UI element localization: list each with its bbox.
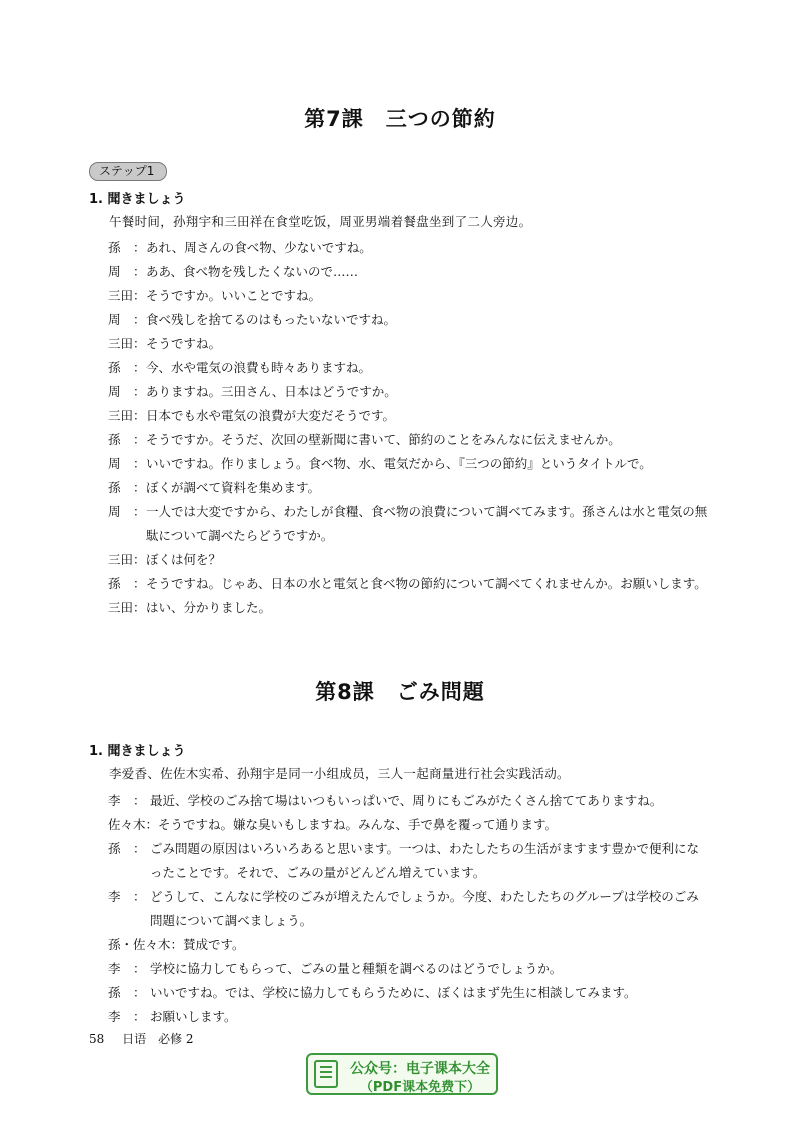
step-badge: ステップ1 bbox=[89, 162, 167, 181]
dialogue-line bbox=[108, 933, 708, 957]
watermark-stamp bbox=[306, 1053, 498, 1095]
watermark-line-1: 公众号：电子课本大全 bbox=[350, 1061, 490, 1077]
dialogue-speaker: 周 ： bbox=[108, 264, 146, 279]
lesson-7-intro: 午餐时间，孙翔宇和三田祥在食堂吃饭，周亚男端着餐盘坐到了二人旁边。 bbox=[109, 214, 532, 229]
dialogue-speaker: 孫 ： bbox=[108, 432, 146, 447]
dialogue-line bbox=[108, 837, 708, 885]
lesson-8-intro: 李爱香、佐佐木实希、孙翔宇是同一小组成员，三人一起商量进行社会实践活动。 bbox=[109, 766, 570, 781]
dialogue-text: ごみ問題の原因はいろいろあると思います。一つは、わたしたちの生活がますます豊かで便利になったことです。それで、ごみの量がどんどん増えています。 bbox=[150, 841, 700, 880]
dialogue-speaker: 周 ： bbox=[108, 456, 146, 471]
dialogue-speaker: 周 ： bbox=[108, 504, 146, 519]
lesson-7-dialogue bbox=[108, 236, 708, 620]
dialogue-line bbox=[108, 885, 708, 933]
dialogue-line bbox=[108, 548, 708, 572]
watermark-line-2: （PDF课本免费下） bbox=[359, 1080, 481, 1095]
dialogue-text: 日本でも水や電気の浪費が大変だそうです。 bbox=[146, 408, 396, 423]
dialogue-text: 食べ残しを捨てるのはもったいないですね。 bbox=[146, 312, 397, 327]
dialogue-line bbox=[108, 428, 708, 452]
dialogue-speaker: 孫 ： bbox=[108, 240, 146, 255]
dialogue-speaker: 三田： bbox=[108, 336, 146, 351]
dialogue-line bbox=[108, 596, 708, 620]
dialogue-line bbox=[108, 332, 708, 356]
dialogue-speaker: 孫 ： bbox=[108, 841, 146, 856]
book-title: 日语 必修 2 bbox=[122, 1032, 194, 1046]
dialogue-text: 一人では大変ですから、わたしが食糧、食べ物の浪費について調べてみます。孫さんは水と電気の無駄について調べたらどうですか。 bbox=[146, 504, 708, 543]
dialogue-text: そうですね。 bbox=[146, 336, 222, 351]
dialogue-text: 今、水や電気の浪費も時々ありますね。 bbox=[146, 360, 372, 375]
dialogue-text: ぼくは何を？ bbox=[146, 552, 222, 567]
dialogue-speaker: 李 ： bbox=[108, 889, 146, 904]
page-footer bbox=[89, 1030, 208, 1047]
dialogue-text: ぼくが調べて資料を集めます。 bbox=[146, 480, 321, 495]
dialogue-text: あれ、周さんの食べ物、少ないですね。 bbox=[146, 240, 372, 255]
lesson-8-title: 第8課 ごみ問題 bbox=[315, 680, 485, 704]
dialogue-speaker: 李 ： bbox=[108, 1009, 146, 1024]
dialogue-line bbox=[108, 404, 708, 428]
lesson-8-section-heading: 1. 聞きましょう bbox=[89, 744, 186, 759]
dialogue-speaker: 三田： bbox=[108, 288, 146, 303]
dialogue-text: そうですね。嫌な臭いもしますね。みんな、手で鼻を覆って通ります。 bbox=[158, 817, 558, 832]
dialogue-text: そうですか。そうだ、次回の壁新聞に書いて、節約のことをみんなに伝えませんか。 bbox=[146, 432, 621, 447]
dialogue-text: いいですね。作りましょう。食べ物、水、電気だから、『三つの節約』というタイトルで。 bbox=[146, 456, 652, 471]
dialogue-text: はい、分かりました。 bbox=[146, 600, 272, 615]
dialogue-speaker: 孫 ： bbox=[108, 480, 146, 495]
dialogue-speaker: 孫 ： bbox=[108, 576, 146, 591]
dialogue-line bbox=[108, 957, 708, 981]
dialogue-line bbox=[108, 284, 708, 308]
dialogue-text: ああ、食べ物を残したくないので…… bbox=[146, 264, 359, 279]
lesson-8-dialogue bbox=[108, 789, 708, 1029]
dialogue-line bbox=[108, 308, 708, 332]
book-logo-icon bbox=[314, 1060, 338, 1088]
dialogue-text: 学校に協力してもらって、ごみの量と種類を調べるのはどうでしょうか。 bbox=[150, 961, 563, 976]
dialogue-line bbox=[108, 260, 708, 284]
dialogue-text: 賛成です。 bbox=[183, 937, 245, 952]
dialogue-line bbox=[108, 981, 708, 1005]
dialogue-line bbox=[108, 1005, 708, 1029]
dialogue-text: ありますね。三田さん、日本はどうですか。 bbox=[146, 384, 397, 399]
dialogue-line bbox=[108, 452, 708, 476]
dialogue-text: 最近、学校のごみ捨て場はいつもいっぱいで、周りにもごみがたくさん捨ててありますね。 bbox=[150, 793, 663, 808]
dialogue-speaker: 李 ： bbox=[108, 793, 146, 808]
dialogue-text: お願いします。 bbox=[150, 1009, 237, 1024]
dialogue-speaker: 佐々木： bbox=[108, 817, 159, 832]
dialogue-line bbox=[108, 356, 708, 380]
dialogue-line bbox=[108, 380, 708, 404]
dialogue-speaker: 三田： bbox=[108, 408, 146, 423]
dialogue-speaker: 李 ： bbox=[108, 961, 146, 976]
dialogue-speaker: 三田： bbox=[108, 600, 146, 615]
dialogue-line bbox=[108, 500, 708, 548]
dialogue-line bbox=[108, 476, 708, 500]
dialogue-text: そうですか。いいことですね。 bbox=[146, 288, 322, 303]
dialogue-speaker: 周 ： bbox=[108, 384, 146, 399]
page-number: 58 bbox=[89, 1032, 105, 1046]
dialogue-line bbox=[108, 813, 708, 837]
dialogue-text: そうですね。じゃあ、日本の水と電気と食べ物の節約について調べてくれませんか。お願いします。 bbox=[146, 576, 707, 591]
dialogue-speaker: 孫 ： bbox=[108, 360, 146, 375]
dialogue-text: どうして、こんなに学校のごみが増えたんでしょうか。今度、わたしたちのグループは学校のごみ問題について調べましょう。 bbox=[150, 889, 699, 928]
dialogue-speaker: 周 ： bbox=[108, 312, 146, 327]
lesson-7-title: 第7課 三つの節約 bbox=[304, 107, 496, 131]
dialogue-speaker: 三田： bbox=[108, 552, 146, 567]
dialogue-text: いいですね。では、学校に協力してもらうために、ぼくはまず先生に相談してみます。 bbox=[150, 985, 637, 1000]
lesson-7-section-heading: 1. 聞きましょう bbox=[89, 192, 186, 207]
dialogue-speaker: 孫・佐々木： bbox=[108, 937, 184, 952]
dialogue-line bbox=[108, 236, 708, 260]
dialogue-line bbox=[108, 572, 708, 596]
dialogue-speaker: 孫 ： bbox=[108, 985, 146, 1000]
dialogue-line bbox=[108, 789, 708, 813]
